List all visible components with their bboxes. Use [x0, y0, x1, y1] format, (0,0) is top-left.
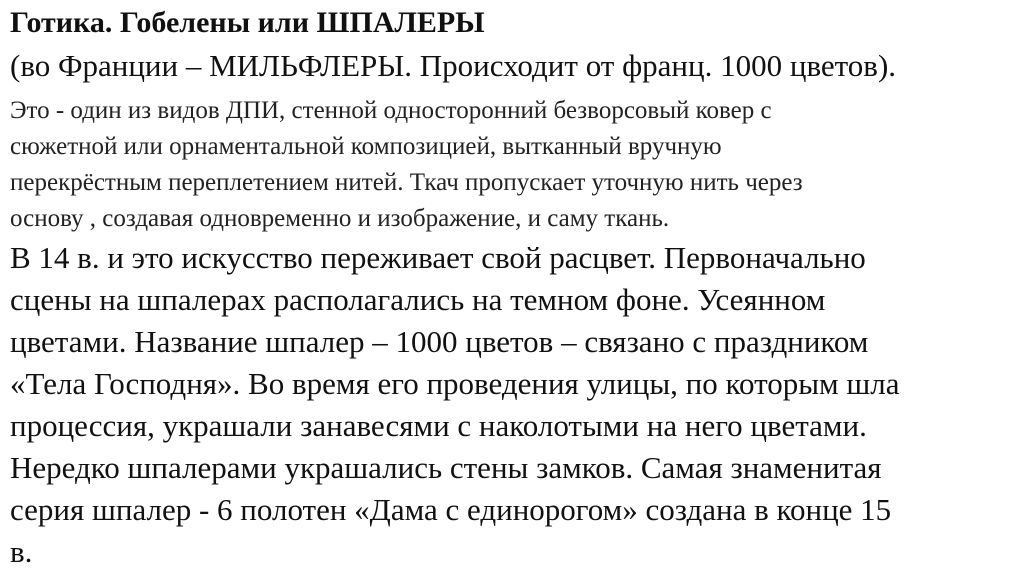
- body-line: цветами. Название шпалер – 1000 цветов – связано с праздником: [10, 324, 869, 359]
- definition-line: Это - один из видов ДПИ, стенной односторонний безворсовый ковер с: [10, 97, 772, 124]
- definition-line: основу , создавая одновременно и изображение, и саму ткань.: [10, 205, 670, 232]
- definition-line: сюжетной или орнаментальной композицией, вытканный вручную: [10, 133, 722, 160]
- slide-title: Готика. Гобелены или ШПАЛЕРЫ: [10, 6, 485, 39]
- slide-subtitle: (во Франции – МИЛЬФЛЕРЫ. Происходит от франц. 1000 цветов).: [10, 48, 897, 83]
- body-line: сцены на шпалерах располагались на темном фоне. Усеянном: [10, 282, 826, 317]
- body-line: «Тела Господня». Во время его проведения улицы, по которым шла: [10, 366, 900, 401]
- body-line: В 14 в. и это искусство переживает свой расцвет. Первоначально: [10, 240, 866, 275]
- definition-line: перекрёстным переплетением нитей. Ткач пропускает уточную нить через: [10, 169, 803, 196]
- body-line: Нередко шпалерами украшались стены замков. Самая знаменитая: [10, 450, 882, 485]
- body-line: в.: [10, 534, 33, 569]
- body-line: процессия, украшали занавесями с наколотыми на него цветами.: [10, 408, 867, 443]
- body-line: серия шпалер - 6 полотен «Дама с единорогом» создана в конце 15: [10, 492, 892, 527]
